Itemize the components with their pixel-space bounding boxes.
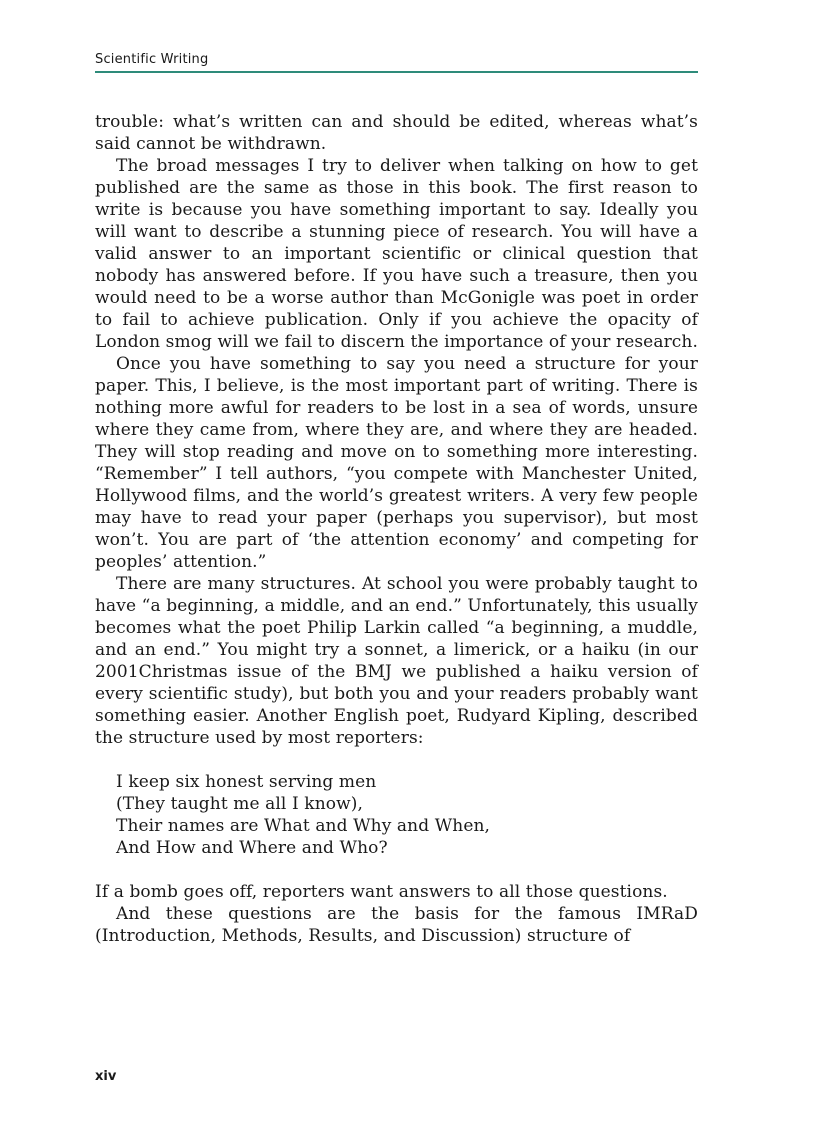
- body-text: [95, 111, 698, 947]
- paragraph: And these questions are the basis for the famous IMRaD (Introduction, Methods, Results, and Discussion) structure of: [95, 904, 698, 946]
- kipling-verse: [116, 771, 698, 859]
- paragraph: trouble: what’s written can and should be edited, whereas what’s said cannot be withdrawn.: [95, 112, 698, 154]
- running-header: Scientific Writing: [95, 52, 209, 67]
- page-number: xiv: [95, 1069, 117, 1084]
- paragraph: If a bomb goes off, reporters want answers to all those questions.: [95, 882, 668, 902]
- verse-line: (They taught me all I know),: [116, 794, 363, 814]
- verse-line: Their names are What and Why and When,: [116, 816, 491, 836]
- paragraph: Once you have something to say you need a structure for your paper. This, I believe, is the most important part of writing. There is nothing more awful for readers to be lost in a sea of words, unsure where they came from, where they are, and where they are headed. They will stop reading and move on to something more interesting. “Remember” I tell authors, “you compete with Manchester United, Hollywood films, and the world’s greatest writers. A very few people may have to read your paper (perhaps you supervisor), but most won’t. You are part of ‘the attention economy’ and competing for peoples’ attention.”: [95, 354, 698, 572]
- paragraph: There are many structures. At school you were probably taught to have “a beginning, a middle, and an end.” Unfortunately, this usually becomes what the poet Philip Larkin called “a beginning, a muddle, and an end.” You might try a sonnet, a limerick, or a haiku (in our 2001Christmas issue of the BMJ we published a haiku version of every scientific study), but both you and your readers probably want something easier. Another English poet, Rudyard Kipling, described the structure used by most reporters:: [95, 574, 698, 748]
- verse-line: And How and Where and Who?: [116, 838, 388, 858]
- paragraph: The broad messages I try to deliver when talking on how to get published are the same as those in this book. The first reason to write is because you have something important to say. Ideally you will want to describe a stunning piece of research. You will have a valid answer to an important scientific or clinical question that nobody has answered before. If you have such a treasure, then you would need to be a worse author than McGonigle was poet in order to fail to achieve publication. Only if you achieve the opacity of London smog will we fail to discern the importance of your research.: [95, 156, 698, 352]
- header-rule: [95, 71, 698, 73]
- verse-line: I keep six honest serving men: [116, 772, 377, 792]
